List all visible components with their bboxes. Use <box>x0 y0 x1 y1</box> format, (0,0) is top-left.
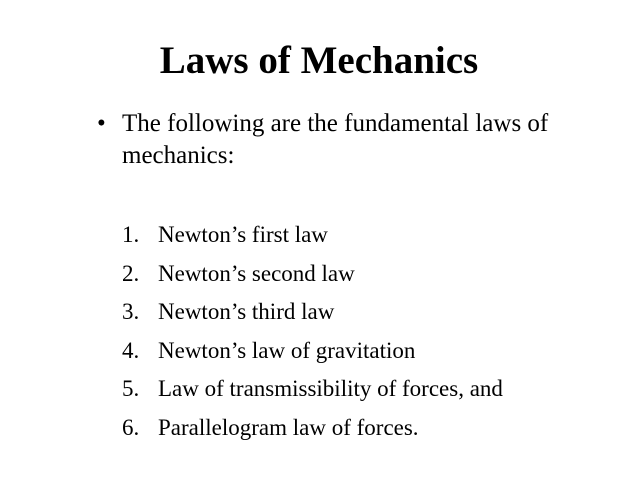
list-item-number: 6. <box>122 414 140 440</box>
intro-text: The following are the fundamental laws of mechanics: <box>122 110 549 169</box>
slide-title: Laws of Mechanics <box>159 39 479 82</box>
list-item-text: Law of transmissibility of forces, and <box>158 376 503 402</box>
list-item-number: 2. <box>122 260 140 286</box>
bullet-dot-icon: • <box>97 110 106 137</box>
list-item <box>122 415 622 454</box>
list-item <box>122 261 622 300</box>
list-item-number: 3. <box>122 299 140 325</box>
list-item <box>122 222 622 261</box>
list-item <box>122 338 622 377</box>
list-item-number: 1. <box>122 222 140 247</box>
intro-bullet <box>97 108 617 172</box>
list-item <box>122 376 622 415</box>
list-item-text: Newton’s second law <box>158 260 355 286</box>
list-item-text: Newton’s law of gravitation <box>158 337 416 363</box>
list-item-text: Newton’s third law <box>158 299 335 325</box>
list-item <box>122 299 622 338</box>
list-item-text: Parallelogram law of forces. <box>158 414 419 440</box>
list-item-number: 4. <box>122 337 140 363</box>
list-item-text: Newton’s first law <box>158 222 328 247</box>
laws-list <box>122 222 622 454</box>
list-item-number: 5. <box>122 376 140 402</box>
